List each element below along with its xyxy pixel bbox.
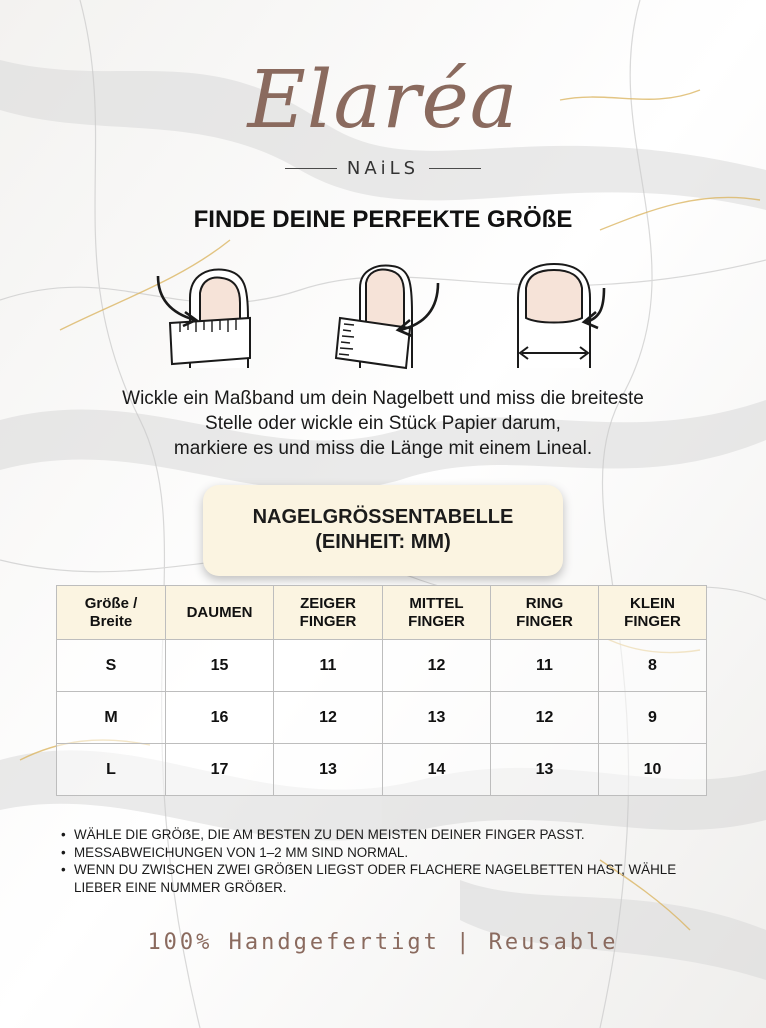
tagline-divider-left <box>285 168 337 169</box>
note-item: • MESSABWEICHUNGEN VON 1–2 MM SIND NORMAL. <box>60 844 720 862</box>
size-table-title: NAGELGRÖSSENTABELLE <box>252 506 514 528</box>
header-index-finger: ZEIGER FINGER <box>274 586 383 640</box>
table-row <box>57 640 707 692</box>
value-cell: 12 <box>274 692 383 744</box>
size-table-title-box <box>203 485 563 576</box>
measuring-instructions <box>60 386 706 461</box>
instruction-line: Wickle ein Maßband um dein Nagelbett und miss die breiteste <box>122 388 644 409</box>
size-cell: L <box>57 744 166 796</box>
footer-tagline: 100% Handgefertigt | Reusable <box>147 930 619 955</box>
finger-ruler-icon <box>336 266 438 368</box>
table-row <box>57 744 707 796</box>
value-cell: 14 <box>383 744 491 796</box>
size-cell: S <box>57 640 166 692</box>
value-cell: 13 <box>274 744 383 796</box>
instruction-line: Stelle oder wickle ein Stück Papier darum, <box>205 413 561 434</box>
size-cell: M <box>57 692 166 744</box>
value-cell: 17 <box>166 744 274 796</box>
value-cell: 12 <box>491 692 599 744</box>
size-table-unit: (EINHEIT: MM) <box>315 531 451 553</box>
page-heading: FINDE DEINE PERFEKTE GRÖßE <box>193 206 573 233</box>
header-ring-finger: RING FINGER <box>491 586 599 640</box>
sizing-notes <box>60 826 720 896</box>
value-cell: 12 <box>383 640 491 692</box>
size-table <box>56 585 707 796</box>
instruction-line: markiere es und miss die Länge mit einem Lineal. <box>173 438 593 459</box>
brand-logo: Elaréa <box>247 53 519 146</box>
value-cell: 11 <box>274 640 383 692</box>
header-size: Größe / Breite <box>57 586 166 640</box>
value-cell: 8 <box>599 640 707 692</box>
tagline-divider-right <box>429 168 481 169</box>
value-cell: 10 <box>599 744 707 796</box>
value-cell: 11 <box>491 640 599 692</box>
value-cell: 13 <box>491 744 599 796</box>
value-cell: 16 <box>166 692 274 744</box>
note-item: • WENN DU ZWISCHEN ZWEI GRÖẞEN LIEGST ODER FLACHERE NAGELBETTEN HAST, WÄHLE LIEBER EINE NUMMER GRÖẞER. <box>60 861 720 896</box>
finger-tape-wrap-icon <box>158 270 250 368</box>
value-cell: 13 <box>383 692 491 744</box>
brand-tagline-row <box>0 158 766 179</box>
table-row <box>57 692 707 744</box>
value-cell: 9 <box>599 692 707 744</box>
header-middle-finger: MITTEL FINGER <box>383 586 491 640</box>
measurement-illustrations <box>150 258 616 376</box>
header-little-finger: KLEIN FINGER <box>599 586 707 640</box>
header-thumb: DAUMEN <box>166 586 274 640</box>
nail-width-arrow-icon <box>518 264 604 368</box>
value-cell: 15 <box>166 640 274 692</box>
table-header-row <box>57 586 707 640</box>
note-item: • WÄHLE DIE GRÖẞE, DIE AM BESTEN ZU DEN MEISTEN DEINER FINGER PASST. <box>60 826 720 844</box>
brand-tagline: NAiLS <box>346 158 420 179</box>
